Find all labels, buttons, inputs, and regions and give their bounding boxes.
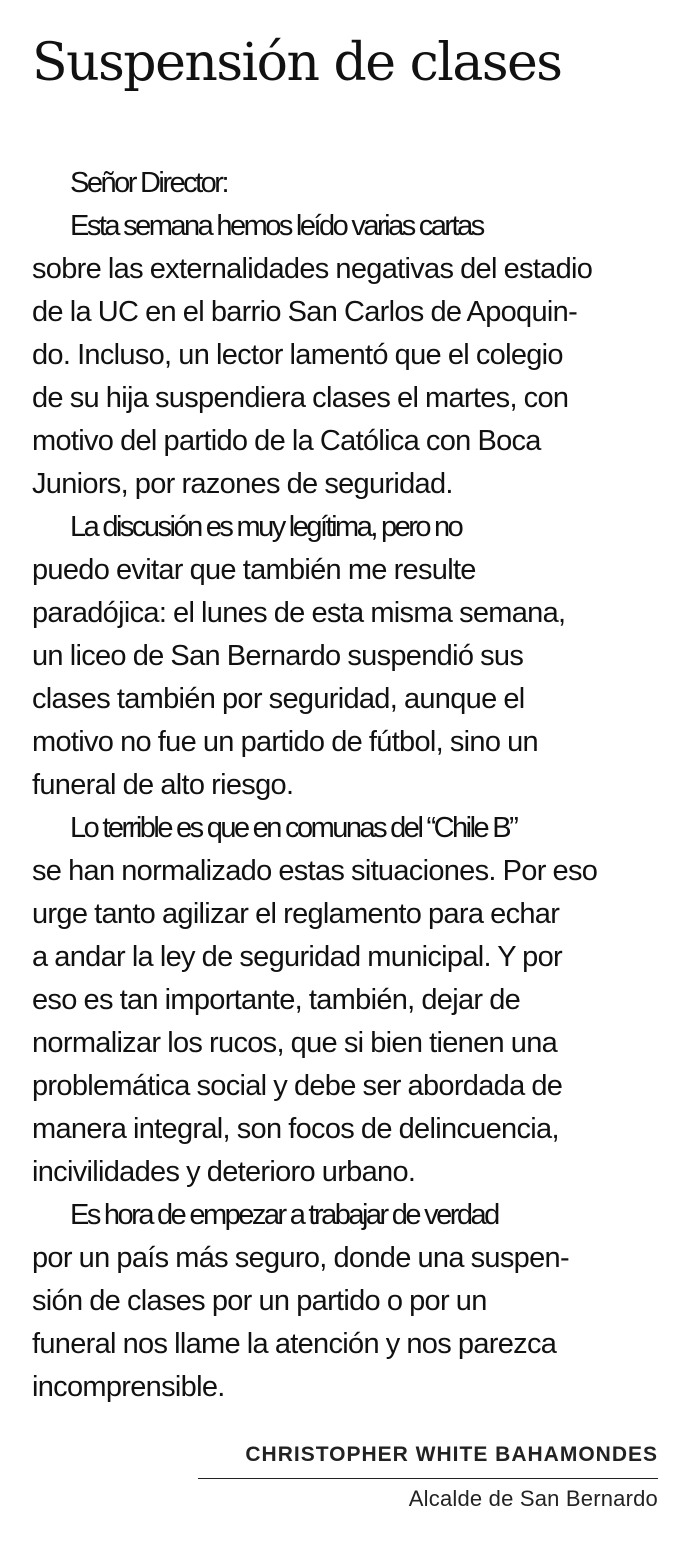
paragraph-line: manera integral, son focos de delincuencia, xyxy=(32,1113,559,1145)
author-name: CHRISTOPHER WHITE BAHAMONDES xyxy=(198,1438,658,1479)
paragraph-line: motivo no fue un partido de fútbol, sino un xyxy=(32,726,538,758)
paragraph-line: a andar la ley de seguridad municipal. Y por xyxy=(32,941,562,973)
paragraph-2 xyxy=(32,506,658,807)
paragraph-line: funeral de alto riesgo. xyxy=(32,769,294,801)
paragraph-line: de la UC en el barrio San Carlos de Apoquin- xyxy=(32,296,578,328)
paragraph-line: sión de clases por un partido o por un xyxy=(32,1285,487,1317)
paragraph-line: de su hija suspendiera clases el martes, con xyxy=(32,382,569,414)
paragraph-line: incomprensible. xyxy=(32,1371,225,1403)
paragraph-4 xyxy=(32,1194,658,1409)
paragraph-line: Es hora de empezar a trabajar de verdad xyxy=(70,1199,498,1231)
paragraph-line: do. Incluso, un lector lamentó que el colegio xyxy=(32,339,563,371)
paragraph-line: urge tanto agilizar el reglamento para echar xyxy=(32,898,560,930)
paragraph-line: funeral nos llame la atención y nos parezca xyxy=(32,1328,557,1360)
paragraph-line: puedo evitar que también me resulte xyxy=(32,554,476,586)
signature-block xyxy=(198,1438,658,1519)
paragraph-3 xyxy=(32,807,658,1194)
paragraph-line: Lo terrible es que en comunas del “Chile B” xyxy=(70,812,517,844)
paragraph-line: un liceo de San Bernardo suspendió sus xyxy=(32,640,524,672)
paragraph-line: incivilidades y deterioro urbano. xyxy=(32,1156,416,1188)
letter-body xyxy=(32,162,658,1409)
author-title: Alcalde de San Bernardo xyxy=(408,1486,658,1511)
paragraph-line: clases también por seguridad, aunque el xyxy=(32,683,525,715)
paragraph-line: normalizar los rucos, que si bien tienen una xyxy=(32,1027,558,1059)
paragraph-line: sobre las externalidades negativas del estadio xyxy=(32,253,593,285)
paragraph-line: se han normalizado estas situaciones. Por eso xyxy=(32,855,598,887)
paragraph-line: motivo del partido de la Católica con Boca xyxy=(32,425,541,457)
paragraph-line: problemática social y debe ser abordada de xyxy=(32,1070,563,1102)
salutation: Señor Director: xyxy=(70,167,228,199)
headline: Suspensión de clases xyxy=(32,33,562,93)
paragraph-line: por un país más seguro, donde una suspen- xyxy=(32,1242,569,1274)
paragraph-line: Juniors, por razones de seguridad. xyxy=(32,468,453,500)
paragraph-line: La discusión es muy legítima, pero no xyxy=(70,511,462,543)
paragraph-line: Esta semana hemos leído varias cartas xyxy=(70,210,483,242)
paragraph-1 xyxy=(32,205,658,506)
paragraph-line: eso es tan importante, también, dejar de xyxy=(32,984,521,1016)
paragraph-line: paradójica: el lunes de esta misma semana, xyxy=(32,597,566,629)
